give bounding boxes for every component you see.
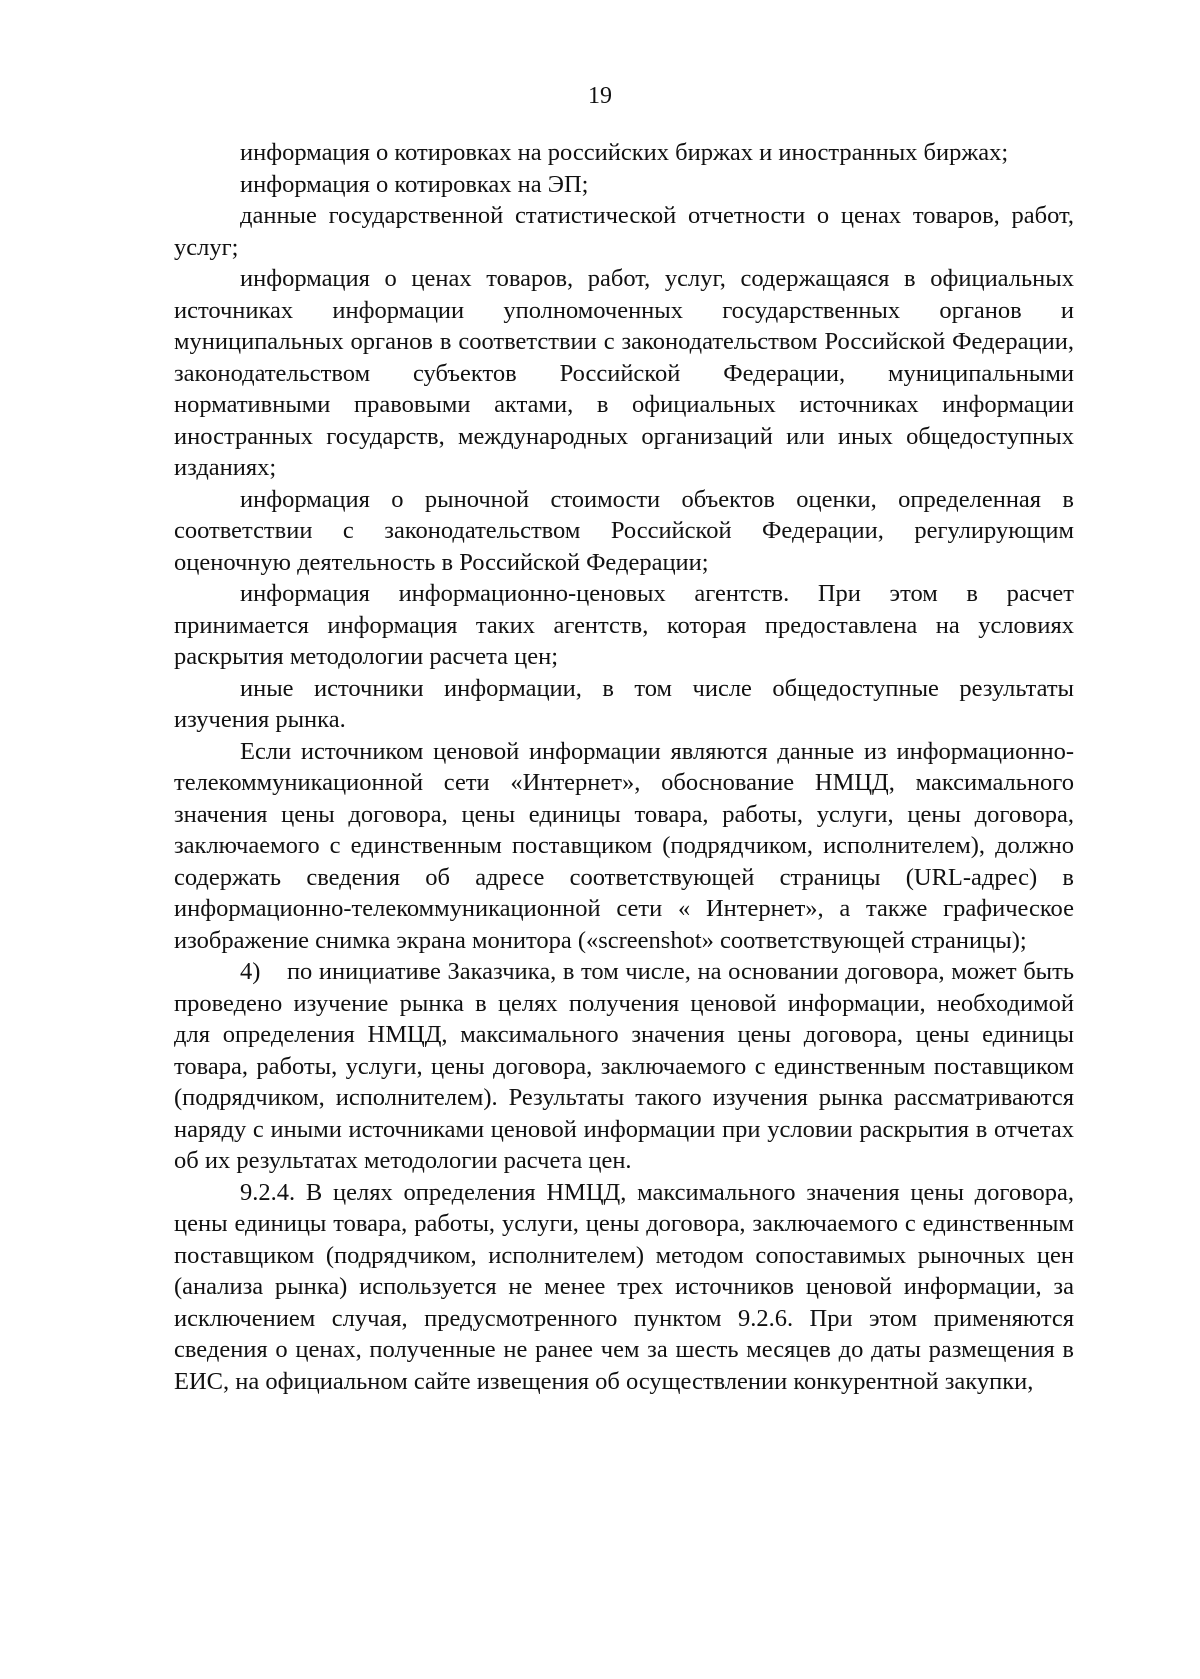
page-number: 19 (588, 83, 612, 109)
paragraph-section-9-2-4: 9.2.4. В целях определения НМЦД, максимального значения цены договора, цены единицы товара, работы, услуги, цены договора, заключаемого с единственным поставщиком (подрядчиком, исполнителем) методом сопоставимых рыночных цен (анализа рынка) используется не менее трех источников ценовой информации, за исключением случая, предусмотренного пунктом 9.2.6. При этом применяются сведения о ценах, полученные не ранее чем за шесть месяцев до даты размещения в ЕИС, на официальном сайте извещения об осуществлении конкурентной закупки, (174, 1178, 1074, 1395)
paragraph-internet-source: Если источником ценовой информации являются данные из информационно-телекоммуникационной сети «Интернет», обоснование НМЦД, максимального значения цены договора, цены единицы товара, работы, услуги, цены договора, заключаемого с единственным поставщиком (подрядчиком, исполнителем), должно содержать сведения об адресе соответствующей страницы (URL-адрес) в информационно-телекоммуникационной сети « Интернет», а также графическое изображение снимка экрана монитора («screenshot» соответствующей страницы); (174, 737, 1074, 954)
paragraph-price-agencies: информация информационно-ценовых агентств. При этом в расчет принимается информация таких агентств, которая предоставлена на условиях раскрытия методологии расчета цен; (174, 580, 1074, 670)
paragraph-market-value: информация о рыночной стоимости объектов оценки, определенная в соответствии с законодательством Российской Федерации, регулирующим оценочную деятельность в Российской Федерации; (174, 485, 1074, 576)
paragraph-exchange-quotes: информация о котировках на российских биржах и иностранных биржах; (240, 139, 1009, 166)
paragraph-state-statistics: данные государственной статистической отчетности о ценах товаров, работ, услуг; (174, 202, 1074, 261)
paragraph-item-4: 4) по инициативе Заказчика, в том числе, на основании договора, может быть проведено изучение рынка в целях получения ценовой информации, необходимой для определения НМЦД, максимального значения цены договора, цены единицы товара, работы, услуги, цены договора, заключаемого с единственным поставщиком (подрядчиком, исполнителем). Результаты такого изучения рынка рассматриваются наряду с иными источниками ценовой информации при условии раскрытия в отчетах об их результатах методологии расчета цен. (174, 958, 1081, 1174)
document-body (174, 137, 1081, 1397)
paragraph-official-sources: информация о ценах товаров, работ, услуг, содержащаяся в официальных источниках информации уполномоченных государственных органов и муниципальных органов в соответствии с законодательством Российской Федерации, законодательством субъектов Российской Федерации, муниципальными нормативными правовыми актами, в официальных источниках информации иностранных государств, международных организаций или иных общедоступных изданиях; (174, 265, 1074, 481)
paragraph-ep-quotes: информация о котировках на ЭП; (240, 170, 589, 198)
paragraph-other-sources: иные источники информации, в том числе общедоступные результаты изучения рынка. (174, 674, 1074, 733)
